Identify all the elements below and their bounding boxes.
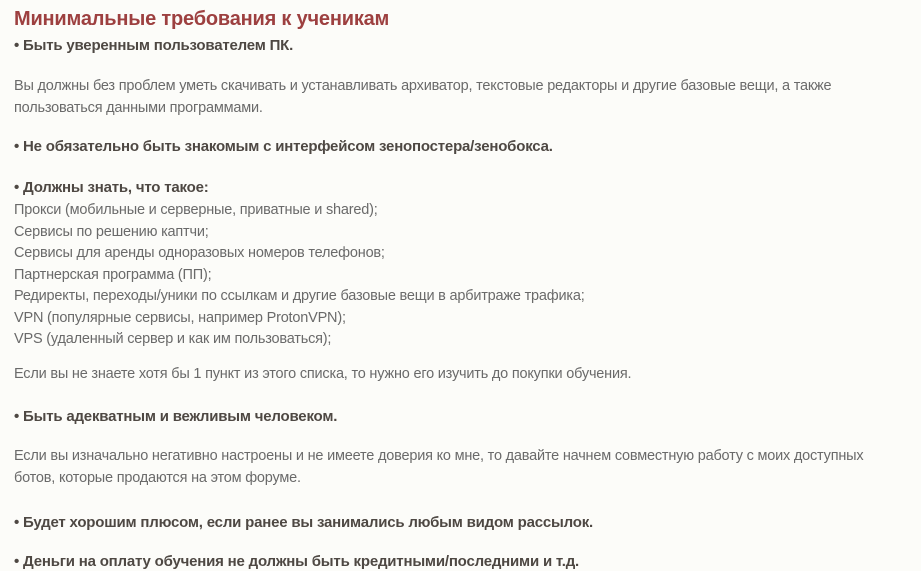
know-list-item-vps: VPS (удаленный сервер и как им пользоваться); xyxy=(14,331,332,347)
requirement-polite-heading: • Быть адекватным и вежливым человеком. xyxy=(14,408,338,425)
know-list-item-redirects: Редиректы, переходы/уники по ссылкам и другие базовые вещи в арбитраже трафика; xyxy=(14,288,585,304)
pc-skills-paragraph: Вы должны без проблем уметь скачивать и устанавливать архиватор, текстовые редакторы и другие базовые вещи, а также пользоваться данными программами. xyxy=(14,78,832,116)
requirement-zenoposter-heading: • Не обязательно быть знакомым с интерфейсом зенопостера/зенобокса. xyxy=(14,138,553,155)
requirement-money-heading: • Деньги на оплату обучения не должны быть кредитными/последними и т.д. xyxy=(14,553,580,570)
know-list xyxy=(14,200,905,351)
study-paragraph: Если вы не знаете хотя бы 1 пункт из этого списка, то нужно его изучить до покупки обучения. xyxy=(14,365,632,382)
know-list-item-captcha: Сервисы по решению каптчи; xyxy=(14,223,209,240)
trust-paragraph: Если вы изначально негативно настроены и не имеете доверия ко мне, то давайте начнем совместную работу с моих доступных ботов, которые продаются на этом форуме. xyxy=(14,448,864,486)
know-list-item-phone-numbers: Сервисы для аренды одноразовых номеров телефонов; xyxy=(14,245,385,261)
requirement-pc-heading: • Быть уверенным пользователем ПК. xyxy=(14,37,294,54)
know-list-item-proxy: Прокси (мобильные и серверные, приватные и shared); xyxy=(14,202,378,218)
requirement-mailing-heading: • Будет хорошим плюсом, если ранее вы занимались любым видом рассылок. xyxy=(14,514,593,531)
know-list-item-vpn: VPN (популярные сервисы, например ProtonVPN); xyxy=(14,309,346,326)
page-title: Минимальные требования к ученикам xyxy=(14,8,390,30)
requirement-know-heading: • Должны знать, что такое: xyxy=(14,179,209,196)
know-list-item-affiliate: Партнерская программа (ПП); xyxy=(14,266,212,283)
